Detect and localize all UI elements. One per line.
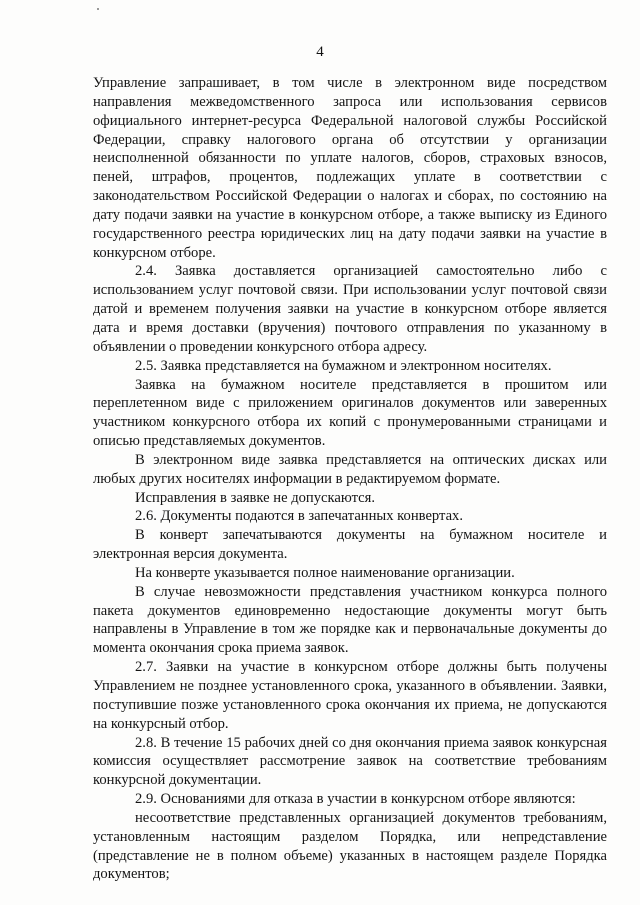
paragraph-paper-application: Заявка на бумажном носителе представляется в прошитом или переплетенном виде с приложением оригиналов документов или заверенных участником конкурсного отбора их копий с пронумерованными страницами и описью представляемых документов. bbox=[93, 376, 607, 450]
paragraph-electronic-application: В электронном виде заявка представляется на оптических дисках или любых других носителях информации в редактируемом формате. bbox=[93, 451, 607, 487]
paragraph-2-6-envelopes: 2.6. Документы подаются в запечатанных конвертах. bbox=[135, 508, 464, 525]
paragraph-2-4-delivery: 2.4. Заявка доставляется организацией самостоятельно либо с использованием услуг почтовой связи. При использовании услуг почтовой связи датой и временем получения заявки на участие в конкурсном отборе является дата и время доставки (вручения) почтового отправления по указанному в объявлении о проведении конкурсного отбора адресу. bbox=[93, 263, 607, 355]
paragraph-envelope-label: На конверте указывается полное наименование организации. bbox=[135, 564, 515, 581]
paragraph-no-corrections: Исправления в заявке не допускаются. bbox=[135, 489, 375, 506]
paragraph-request-certificate: Управление запрашивает, в том числе в электронном виде посредством направления межведомственного запроса или использования сервисов официального интернет-ресурса Федеральной налоговой службы Российской Федерации, справку налогового органа об отсутствии у организации неисполненной обязанности по уплате налогов, сборов, страховых взносов, пеней, штрафов, процентов, подлежащих уплате в соответствии с законодательством Российской Федерации о налогах и сборах, по состоянию на дату подачи заявки на участие в конкурсном отборе, а также выписку из Единого государственного реестра юридических лиц на дату подачи заявки на участие в конкурсном отборе. bbox=[93, 75, 607, 261]
paragraph-2-8-review: 2.8. В течение 15 рабочих дней со дня окончания приема заявок конкурсная комиссия осуществляет рассмотрение заявок на соответствие требованиям конкурсной документации. bbox=[93, 734, 607, 789]
page-number: 4 bbox=[316, 44, 324, 60]
paragraph-nonconformity: несоответствие представленных организацией документов требованиям, установленным настоящим разделом Порядка, или непредставление (представление не в полном объеме) указанных в настоящем разделе Порядка документов; bbox=[93, 809, 607, 883]
paragraph-2-9-grounds: 2.9. Основаниями для отказа в участии в конкурсном отборе являются: bbox=[135, 791, 576, 808]
document-body bbox=[93, 74, 607, 884]
paragraph-envelope-contents: В конверт запечатываются документы на бумажном носителе и электронная версия документа. bbox=[93, 527, 607, 563]
paragraph-2-5-media: 2.5. Заявка представляется на бумажном и электронном носителях. bbox=[135, 357, 552, 374]
paragraph-2-7-deadline: 2.7. Заявки на участие в конкурсном отборе должны быть получены Управлением не позднее установленного срока, указанного в объявлении. Заявки, поступившие позже установленного срока окончания их приема, не допускаются на конкурсный отбор. bbox=[93, 659, 607, 732]
scan-speck bbox=[97, 8, 99, 10]
paragraph-missing-documents: В случае невозможности представления участником конкурса полного пакета документов единовременно недостающие документы могут быть направлены в Управление в том же порядке как и первоначальные документы до момента окончания срока приема заявок. bbox=[93, 583, 607, 657]
